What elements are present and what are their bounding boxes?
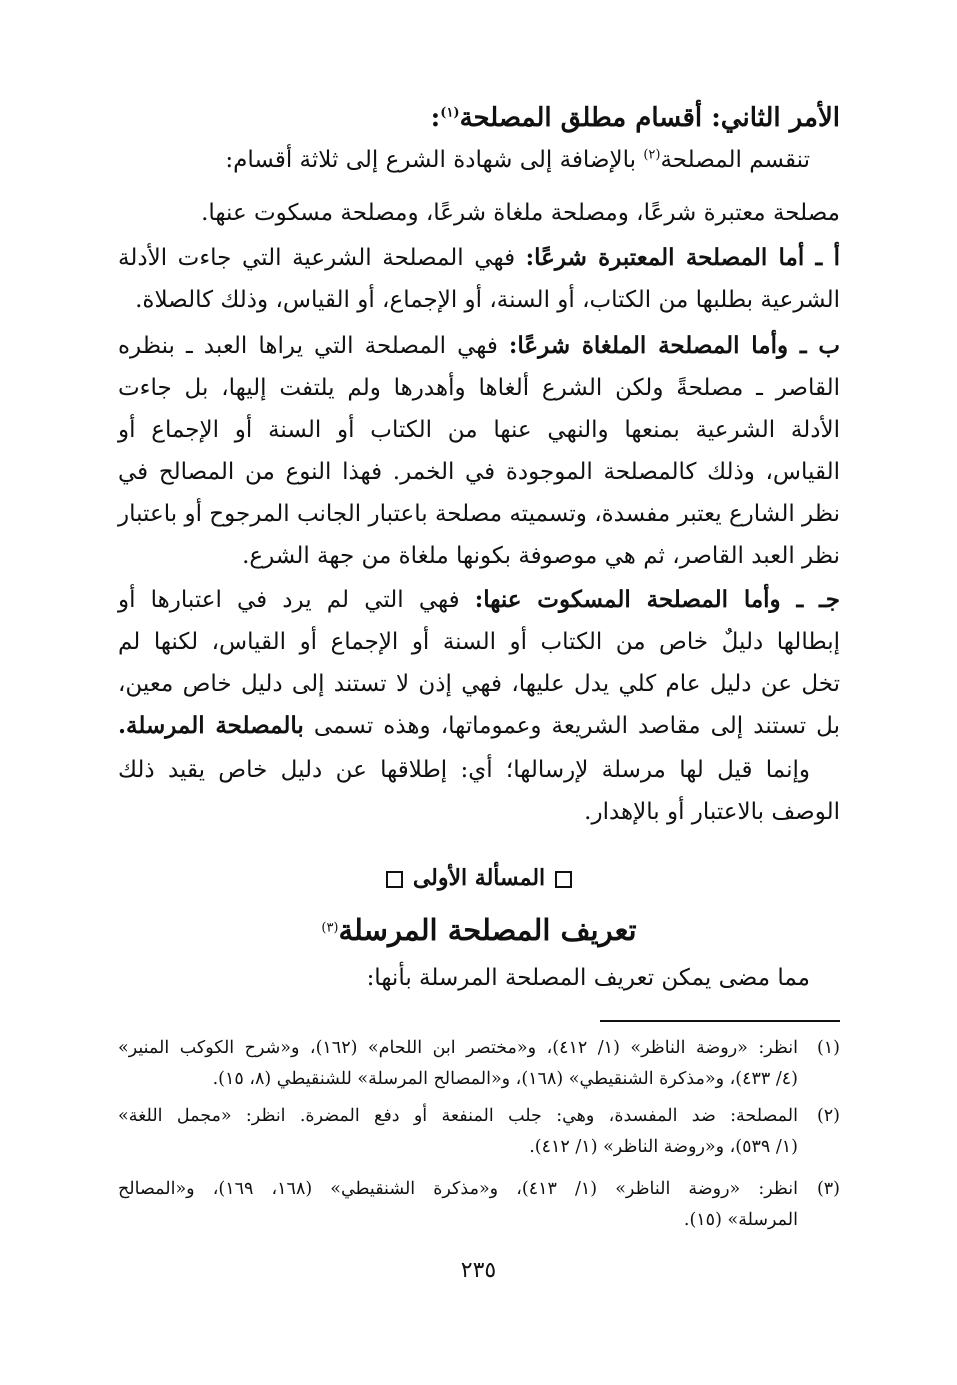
section-c-line-3: تخل عن دليل عام كلي يدل عليها، فهي إذن لا تستند إلى دليل خاص معين،	[118, 671, 840, 697]
footnote-1-line-2: (٤/ ٤٣٣)، و«مذكرة الشنقيطي» (١٦٨)، و«المصالح المرسلة» للشنقيطي (٨، ١٥).	[212, 1069, 798, 1089]
section-c-line-2: إبطالها دليلٌ خاص من الكتاب أو السنة أو الإجماع أو القياس، لكنها لم	[118, 629, 840, 655]
intro-line-2: مصلحة معتبرة شرعًا، ومصلحة ملغاة شرعًا، ومصلحة مسكوت عنها.	[201, 200, 840, 226]
footnote-3-line-1: (٣) انظر: «روضة الناظر» (١/ ٤١٣)، و«مذكرة الشنقيطي» (١٦٨، ١٦٩)، و«المصالح	[118, 1174, 840, 1205]
footnote-1-number: (١)	[816, 1038, 840, 1058]
page-number: ٢٣٥	[460, 1258, 497, 1283]
reason-line-2: الوصف بالاعتبار أو بالإهدار.	[584, 799, 840, 825]
section-c-line-1: جـ ـ وأما المصلحة المسكوت عنها: فهي التي لم يرد في اعتبارها أو	[118, 586, 840, 613]
section-b-line-4: القياس، وذلك كالمصلحة الموجودة في الخمر. فهذا النوع من المصالح في	[118, 459, 840, 485]
footnote-ref-1[interactable]: (١)	[440, 105, 460, 121]
square-bullet-icon	[555, 871, 572, 888]
section-b-line-6: نظر العبد القاصر، ثم هي موصوفة بكونها ملغاة من جهة الشرع.	[242, 543, 840, 569]
square-bullet-icon	[386, 871, 403, 888]
intro-line-1: تنقسم المصلحة$^{(٢)}$ بالإضافة إلى شهادة الشرع إلى ثلاثة أقسام:	[225, 147, 810, 173]
section-b-line-1: ب ـ وأما المصلحة الملغاة شرعًا: فهي المصلحة التي يراها العبد ـ بنظره	[118, 332, 840, 359]
main-heading: الأمر الثاني: أقسام مطلق المصلحة$^{(١)}$:	[430, 103, 840, 133]
mursala-term: بالمصلحة المرسلة.	[118, 712, 304, 739]
section-b-line-5: نظر الشارع يعتبر مفسدة، وتسميته مصلحة باعتبار الجانب المرجوح أو باعتبار	[118, 501, 840, 527]
section-b-line-2: القاصر ـ مصلحةً ولكن الشرع ألغاها وأهدرها ولم يلتفت إليها، بل جاءت	[118, 375, 840, 401]
footnote-2-line-1: (٢) المصلحة: ضد المفسدة، وهي: جلب المنفعة أو دفع المضرة. انظر: «مجمل اللغة»	[118, 1101, 840, 1132]
section-a-line-2: الشرعية بطلبها من الكتاب، أو السنة، أو الإجماع، أو القياس، وذلك كالصلاة.	[135, 287, 840, 313]
definition-title: تعريف المصلحة المرسلة$^{(٣)}$	[321, 913, 637, 947]
reason-line-1: وإنما قيل لها مرسلة لإرسالها؛ أي: إطلاقها عن دليل خاص يقيد ذلك	[118, 757, 810, 783]
section-a-line-1: أ ـ أما المصلحة المعتبرة شرعًا: فهي المصلحة الشرعية التي جاءت الأدلة	[118, 244, 840, 271]
section-c-line-4: بل تستند إلى مقاصد الشريعة وعموماتها، وهذه تسمى بالمصلحة المرسلة.	[118, 712, 840, 739]
footnote-separator	[600, 1020, 840, 1022]
footnote-ref-3[interactable]: (٣)	[321, 920, 339, 936]
definition-intro: مما مضى يمكن تعريف المصلحة المرسلة بأنها:	[366, 965, 810, 991]
issue-heading: المسألة الأولى	[118, 858, 840, 898]
footnote-2-line-2: (١/ ٥٣٩)، و«روضة الناظر» (١/ ٤١٢).	[529, 1137, 798, 1157]
section-c-label: جـ ـ وأما المصلحة المسكوت عنها:	[474, 586, 840, 613]
footnote-ref-2[interactable]: (٢)	[643, 147, 661, 163]
footnote-3-line-2: المرسلة» (١٥).	[683, 1210, 798, 1230]
section-a-label: أ ـ أما المصلحة المعتبرة شرعًا:	[525, 244, 840, 271]
footnote-3-number: (٣)	[816, 1179, 840, 1199]
section-b-label: ب ـ وأما المصلحة الملغاة شرعًا:	[508, 332, 840, 359]
footnote-2-number: (٢)	[816, 1106, 840, 1126]
section-b-line-3: الأدلة الشرعية بمنعها والنهي عنها من الكتاب أو السنة أو الإجماع أو	[118, 417, 841, 443]
footnote-1-line-1: (١) انظر: «روضة الناظر» (١/ ٤١٢)، و«مختصر ابن اللحام» (١٦٢)، و«شرح الكوكب المنير»	[118, 1033, 840, 1064]
